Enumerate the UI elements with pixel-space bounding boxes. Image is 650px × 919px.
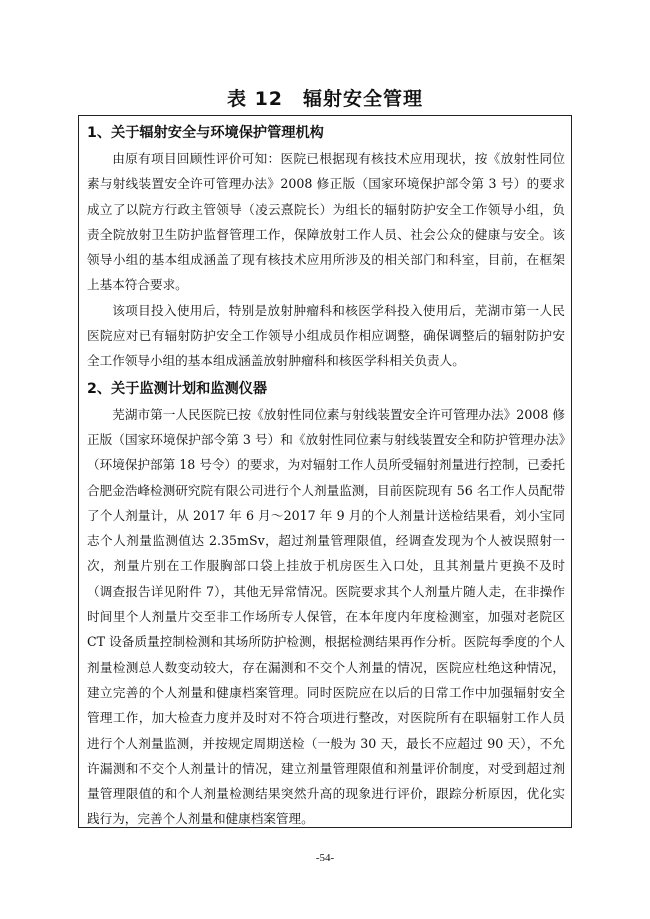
section-1-paragraph-2: 该项目投入使用后，特别是放射肿瘤科和核医学科投入使用后，芜湖市第一人民医院应对已有辐射防护安全工作领导小组成员作相应调整，确保调整后的辐射防护安全工作领导小组的基本组成涵盖放射肿瘤科和核医学科相关负责人。	[87, 302, 565, 369]
page-title: 表 12 辐射安全管理	[226, 88, 424, 110]
section-2-heading: 2、关于监测计划和监测仪器	[87, 380, 268, 397]
table-content	[87, 120, 565, 832]
page-number: -54-	[315, 852, 335, 864]
section-1-paragraph-1: 由原有项目回顾性评价可知：医院已根据现有核技术应用现状，按《放射性同位素与射线装置安全许可管理办法》2008 修正版（国家环境保护部令第 3 号）的要求成立了以院方行政主管领导（凌云熹院长）为组长的辐射防护安全工作领导小组，负责全院放射卫生防护监督管理工作，保障放射工作人员、社会公众的健康与安全。该领导小组的基本组成涵盖了现有核技术应用所涉及的相关部门和科室，目前，在框架上基本符合要求。	[87, 151, 565, 293]
section-1-heading: 1、关于辐射安全与环境保护管理机构	[87, 125, 324, 141]
section-2-paragraph-1: 芜湖市第一人民医院已按《放射性同位素与射线装置安全许可管理办法》2008 修正版（国家环境保护部令第 3 号）和《放射性同位素与射线装置安全和防护管理办法》（环境保护部第 18 号令）的要求，为对辐射工作人员所受辐射剂量进行控制，已委托合肥金浩峰检测研究院有限公司进行个人剂量监测，目前医院现有 56 名工作人员配带了个人剂量计，从 2017 年 6 月～2017 年 9 月的个人剂量计送检结果看，刘小宝同志个人剂量监测值达 2.35mSv，超过剂量管理限值，经调查发现为个人被误照射一次，剂量片别在工作服胸部口袋上挂放于机房医生入口处，且其剂量片更换不及时（调查报告详见附件 7），其他无异常情况。医院要求其个人剂量片随人走，在非操作时间里个人剂量片交至非工作场所专人保管，在本年度内年度检测室，加强对老院区 CT 设备质量控制检测和其场所防护检测，根据检测结果再作分析。医院每季度的个人剂量检测总人数变动较大，存在漏测和不交个人剂量的情况，医院应杜绝这种情况，建立完善的个人剂量和健康档案管理。同时医院应在以后的日常工作中加强辐射安全管理工作，加大检查力度并及时对不符合项进行整改，对医院所有在职辐射工作人员进行个人剂量监测，并按规定周期送检（一般为 30 天，最长不应超过 90 天），不允许漏测和不交个人剂量计的情况，建立剂量管理限值和剂量评价制度，对受到超过剂量管理限值的和个人剂量检测结果突然升高的现象进行评价，跟踪分析原因，优化实践行为，完善个人剂量和健康档案管理。	[87, 406, 565, 827]
